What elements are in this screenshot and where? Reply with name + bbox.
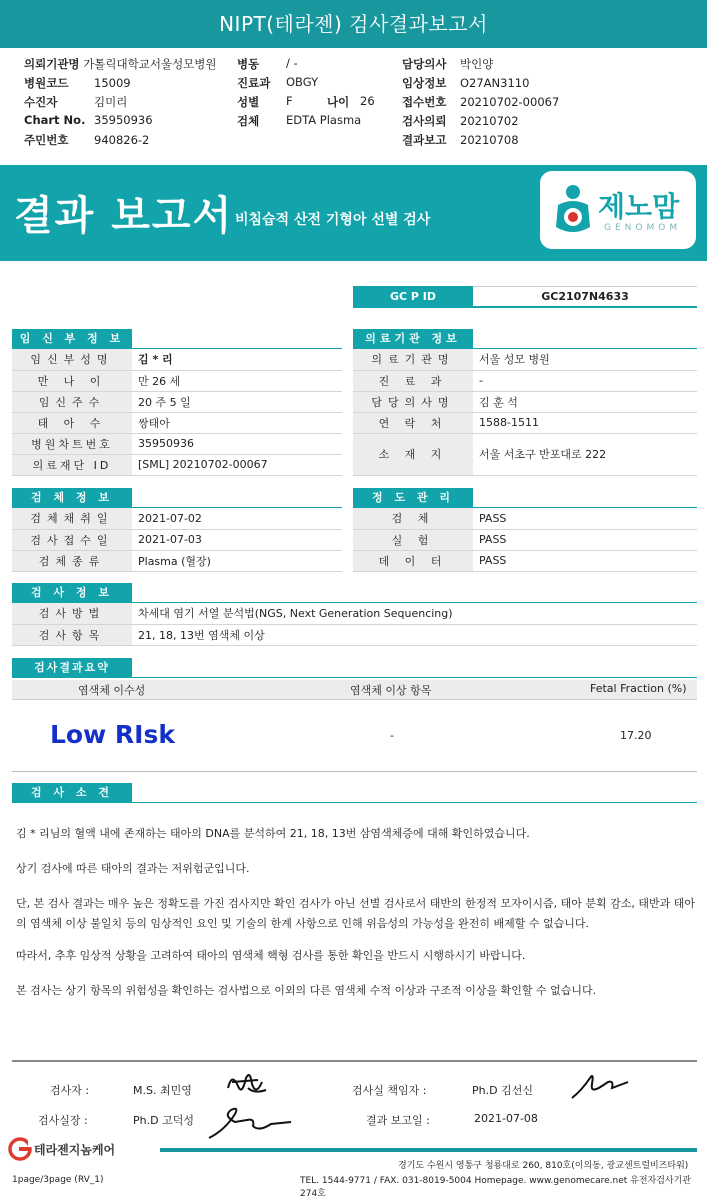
section-findings [12,783,132,803]
field-label: 검 체 [353,508,473,529]
finding-paragraph: 상기 검사에 따른 태아의 결과는 저위험군입니다. [16,862,250,875]
specimen-table [12,508,342,572]
field-label: 진 료 과 [353,370,473,391]
field-value: - [473,370,697,391]
field-value: 김 훈 석 [473,391,697,412]
field-value: PASS [473,529,697,550]
genomom-logo [540,171,696,249]
chief-name: Ph.D 고덕성 [133,1114,194,1127]
sex-value: F [286,94,293,108]
section-title: 의료기관 정보 [353,329,473,349]
field-label: 담당의사명 [353,391,473,412]
section-title: 임 신 부 정 보 [12,329,132,349]
field-value: 차세대 염기 서열 분석법(NGS, Next Generation Sequencing) [132,603,697,624]
field-value: [SML] 20210702-00067 [132,454,342,475]
genomom-logo-icon [550,183,596,237]
header-key: 접수번호 [402,95,447,109]
section-qc [353,488,473,508]
lead-name: Ph.D 김선신 [472,1084,533,1097]
fetal-fraction-value: 17.20 [620,729,652,742]
section-institution [353,329,473,349]
header-key: 임상정보 [402,76,447,90]
section-title: 검사결과요약 [12,658,132,678]
spec-value: EDTA Plasma [286,113,362,127]
header-value: 35950936 [94,113,153,127]
field-label: 임신주수 [12,391,132,412]
field-value: 20 주 5 일 [132,391,342,412]
age-value: 26 [360,94,375,108]
field-label: 데 이 터 [353,550,473,571]
chief-signature-icon [205,1100,297,1142]
header-key: 결과보고 [402,133,447,147]
tester-signature-icon [222,1068,272,1100]
field-label: 연 락 처 [353,412,473,433]
summary-col-fetal-fraction: Fetal Fraction (%) [590,682,687,695]
ward-label: 병동 [237,57,260,71]
header-key: 의뢰기관명 [24,57,80,71]
field-label: 의료기관명 [353,349,473,370]
test-table [12,603,697,646]
header-key: 주민번호 [24,133,69,147]
section-summary [12,658,132,678]
dept-label: 진료과 [237,76,271,90]
logo-subtext: GENOMOM [604,223,682,233]
section-title: 정 도 관 리 [353,488,473,508]
summary-col-abnormal: 염색체 이상 항목 [350,684,432,697]
field-value: PASS [473,550,697,571]
field-value: 2021-07-02 [132,508,342,529]
field-value: 김 * 리 [132,349,342,370]
footer-line [160,1148,697,1152]
dept-value: OBGY [286,75,319,89]
report-date: 2021-07-08 [474,1112,538,1125]
header-key: 담당의사 [402,57,447,71]
field-value: 서울 서초구 반포대로 222 [473,433,697,475]
ward-value: / - [286,56,298,70]
field-value: Plasma (혈장) [132,550,342,571]
field-label: 검사항목 [12,624,132,645]
report-title: NIPT(테라젠) 검사결과보고서 [0,0,707,48]
terragen-logo-icon [8,1137,32,1161]
finding-paragraph: 따라서, 추후 임상적 상황을 고려하여 태아의 염색체 핵형 검사를 통한 확인을 반드시 시행하시기 바랍니다. [16,949,526,962]
lead-signature-icon [568,1068,632,1104]
qc-table [353,508,697,572]
field-value: 쌍태아 [132,412,342,433]
field-value: 35950936 [132,433,342,454]
finding-paragraph: 단, 본 검사 결과는 매우 높은 정확도를 가진 검사지만 확인 검사가 아닌 선별 검사로서 태반의 한정적 모자이시즘, 태아 분획 감소, 태반과 태아의 염색체 이상 불일치 등의 임상적인 요인 및 기술의 한계 사항으로 인해 위음성의 가능성을 완전히 배제할 수 없습니다. [16,897,695,930]
field-value: PASS [473,508,697,529]
finding-paragraph: 본 검사는 상기 항목의 위험성을 확인하는 검사법으로 이외의 다른 염색체 수적 이상과 구조적 이상을 확인할 수 없습니다. [16,984,597,997]
field-label: 만 나 이 [12,370,132,391]
header-value: 20210702-00067 [460,95,560,109]
summary-header [12,680,697,700]
spec-label: 검체 [237,114,260,128]
header-value: 15009 [94,76,131,90]
field-label: 검사방법 [12,603,132,624]
lead-label: 검사실 책임자 : [352,1084,427,1097]
header-key: 검사의뢰 [402,114,447,128]
header-value: 20210708 [460,133,519,147]
tester-label: 검사자 : [50,1084,90,1097]
sex-label: 성별 [237,95,260,109]
header-value: 김미리 [94,95,128,109]
field-value: 만 26 세 [132,370,342,391]
section-title: 검 사 소 견 [12,783,132,803]
field-label: 검사접수일 [12,529,132,550]
banner-subtitle: 비침습적 산전 기형아 선별 검사 [235,212,431,228]
gc-pid [353,286,697,308]
field-value: 2021-07-03 [132,529,342,550]
field-label: 병원차트번호 [12,433,132,454]
field-label: 검체종류 [12,550,132,571]
field-label: 태 아 수 [12,412,132,433]
header-value: O27AN3110 [460,76,530,90]
header-key: 수진자 [24,95,58,109]
header-value: 940826-2 [94,133,150,147]
header-key: Chart No. [24,113,86,127]
header-value: 20210702 [460,114,519,128]
summary-col-aneuploidy: 염색체 이수성 [78,684,146,697]
page-number: 1page/3page (RV_1) [12,1175,104,1185]
header-key: 병원코드 [24,76,69,90]
banner-title: 결과 보고서 [14,193,234,239]
section-specimen [12,488,132,508]
chief-label: 검사실장 : [38,1114,88,1127]
header-info [0,52,707,152]
institution-table [353,349,697,476]
header-value: 박인양 [460,57,494,71]
company-name: 테라젠지놈케어 [34,1143,116,1157]
divider [12,771,697,772]
field-label: 소 재 지 [353,433,473,475]
divider [12,1060,697,1062]
logo-text: 제노맘 [598,190,680,223]
footer-address: 경기도 수원시 영통구 청룡대로 260, 810호(이의동, 광교센트럴비즈타워) [398,1161,689,1171]
report-date-label: 결과 보고일 : [366,1114,430,1127]
field-label: 검체채취일 [12,508,132,529]
field-label: 의료재단 ID [12,454,132,475]
field-label: 임신부성명 [12,349,132,370]
tester-name: M.S. 최민영 [133,1084,192,1097]
section-test [12,583,132,603]
field-value: 서울 성모 병원 [473,349,697,370]
section-title: 검 체 정 보 [12,488,132,508]
gc-pid-value: GC2107N4633 [473,286,697,308]
risk-result: Low RIsk [50,720,175,749]
finding-paragraph: 김 * 리님의 혈액 내에 존재하는 태아의 DNA를 분석하여 21, 18, 13번 삼염색체증에 대해 확인하였습니다. [16,827,530,840]
field-value: 1588-1511 [473,412,697,433]
section-title: 검 사 정 보 [12,583,132,603]
section-pregnant [12,329,132,349]
gc-pid-label: GC P ID [353,286,473,308]
header-value: 가톨릭대학교서울성모병원 [83,57,217,71]
divider [12,677,697,678]
divider [12,802,697,803]
footer-contact: TEL. 1544-9771 / FAX. 031-8019-5004 Homepage. www.genomecare.net 유전자검사기관 274호 [300,1176,691,1199]
field-value: 21, 18, 13번 염색체 이상 [132,624,697,645]
field-label: 실 험 [353,529,473,550]
pregnant-table [12,349,342,476]
age-label: 나이 [327,95,350,109]
abnormal-item: - [390,729,394,742]
